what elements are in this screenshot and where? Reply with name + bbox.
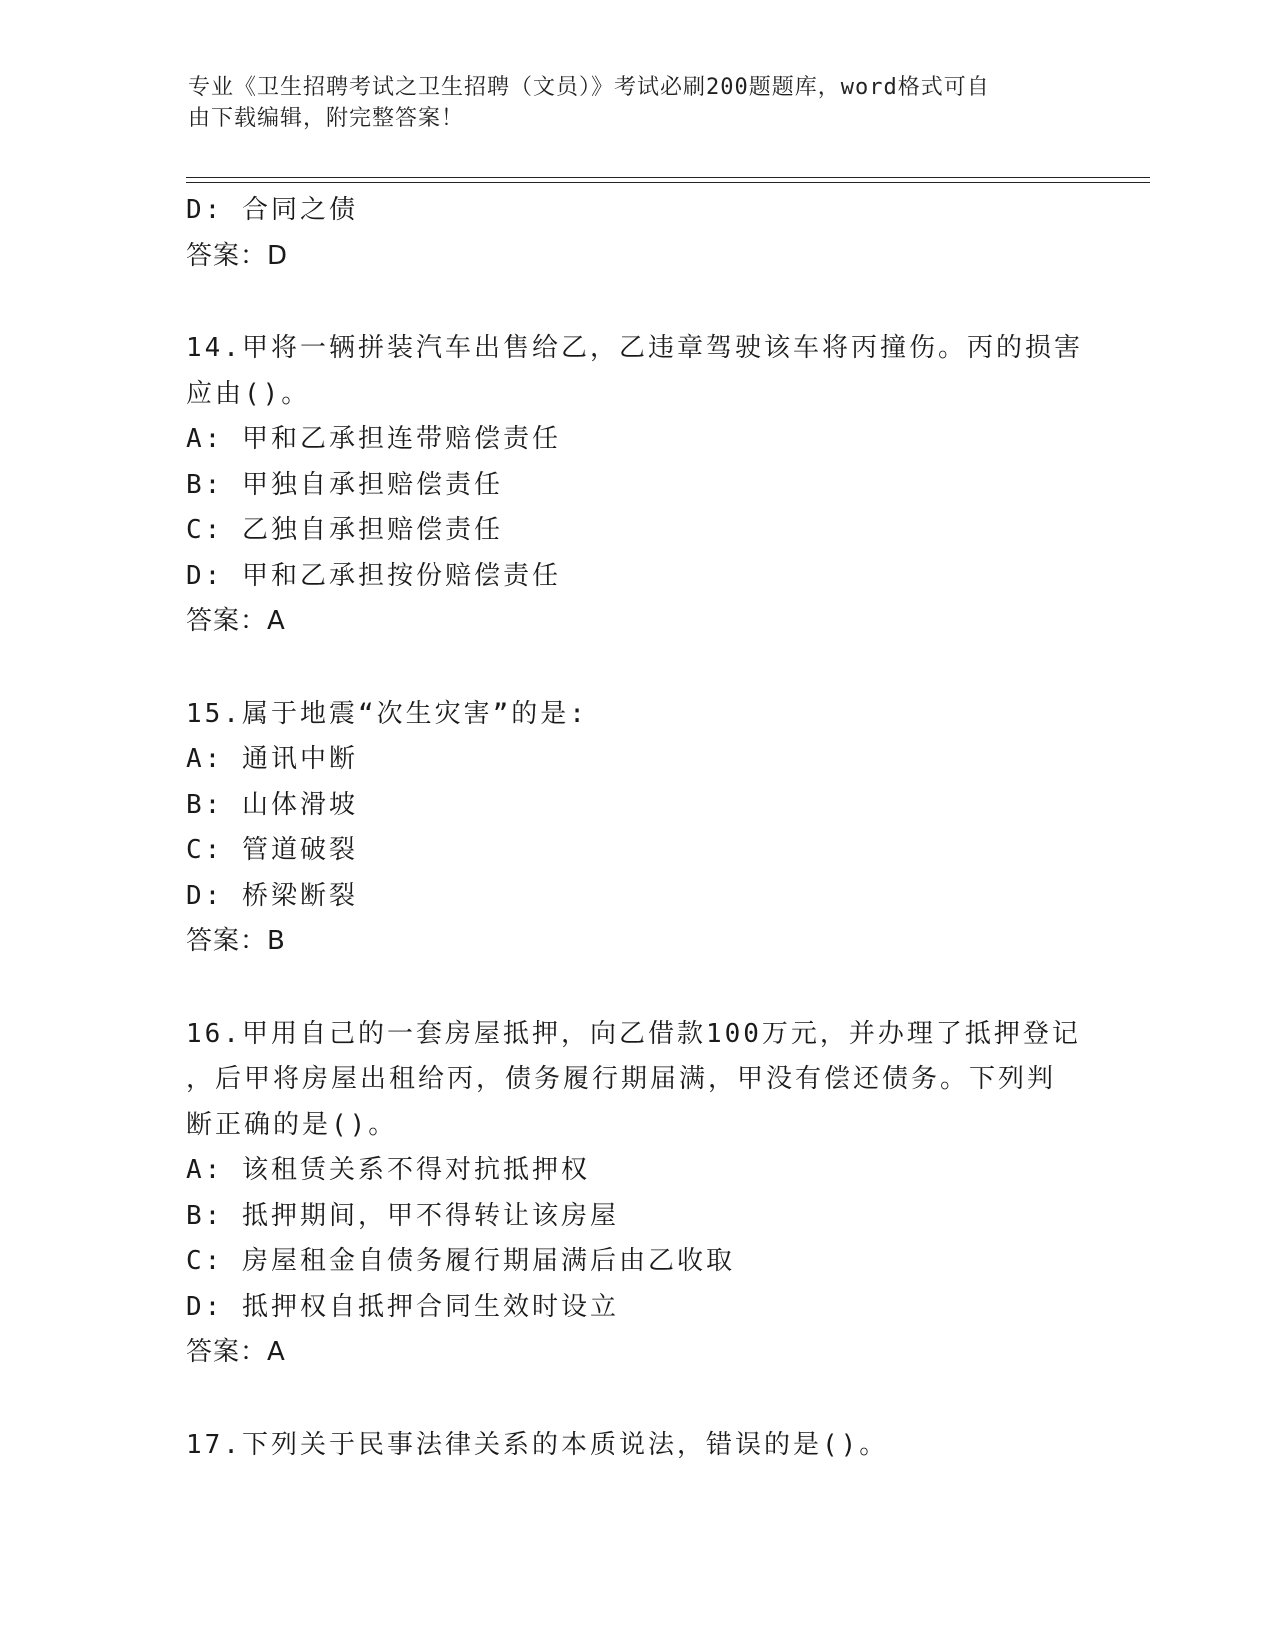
option-d: D: 甲和乙承担按份赔偿责任 <box>186 560 561 591</box>
option-c: C: 乙独自承担赔偿责任 <box>186 515 503 545</box>
spacer <box>186 279 1086 326</box>
question-stem: 应由()。 <box>186 378 311 409</box>
answer: 答案：A <box>186 1337 286 1367</box>
document-header <box>188 72 1068 134</box>
option-b: B: 山体滑坡 <box>186 789 358 820</box>
question-list <box>186 188 1086 1468</box>
answer: 答案：D <box>186 240 289 271</box>
question-stem: 14.甲将一辆拼装汽车出售给乙，乙违章驾驶该车将丙撞伤。丙的损害 <box>186 333 1083 363</box>
question-stem: 断正确的是()。 <box>186 1109 398 1140</box>
option-d: D: 桥梁断裂 <box>186 880 358 911</box>
option-d: D: 抵押权自抵押合同生效时设立 <box>186 1291 619 1322</box>
question-13 <box>186 188 1086 279</box>
header-divider-bottom <box>186 182 1150 183</box>
question-stem: ，后甲将房屋出租给丙，债务履行期届满，甲没有偿还债务。下列判 <box>186 1064 1057 1094</box>
question-16 <box>186 1012 1086 1376</box>
answer: 答案：A <box>186 606 286 636</box>
option-b: B: 甲独自承担赔偿责任 <box>186 469 503 500</box>
option-c: C: 管道破裂 <box>186 835 358 865</box>
question-15 <box>186 692 1086 965</box>
header-line-2: 由下载编辑，附完整答案！ <box>188 106 465 131</box>
spacer <box>186 1376 1086 1423</box>
spacer <box>186 965 1086 1012</box>
option-b: B: 抵押期间，甲不得转让该房屋 <box>186 1200 619 1231</box>
question-stem: 16.甲用自己的一套房屋抵押，向乙借款100万元，并办理了抵押登记 <box>186 1018 1081 1049</box>
question-14 <box>186 326 1086 645</box>
option-a: A: 甲和乙承担连带赔偿责任 <box>186 424 561 454</box>
header-line-1: 专业《卫生招聘考试之卫生招聘（文员）》考试必刷200题题库，word格式可自 <box>188 75 990 100</box>
question-17 <box>186 1423 1086 1469</box>
answer: 答案：B <box>186 926 286 956</box>
option-c: C: 房屋租金自债务履行期届满后由乙收取 <box>186 1246 735 1276</box>
option-a: A: 该租赁关系不得对抗抵押权 <box>186 1155 590 1185</box>
option-d: D: 合同之债 <box>186 195 358 225</box>
option-a: A: 通讯中断 <box>186 744 358 774</box>
question-stem: 17.下列关于民事法律关系的本质说法，错误的是()。 <box>186 1429 889 1460</box>
header-divider-top <box>186 177 1150 178</box>
spacer <box>186 645 1086 692</box>
question-stem: 15.属于地震“次生灾害”的是: <box>186 698 588 729</box>
